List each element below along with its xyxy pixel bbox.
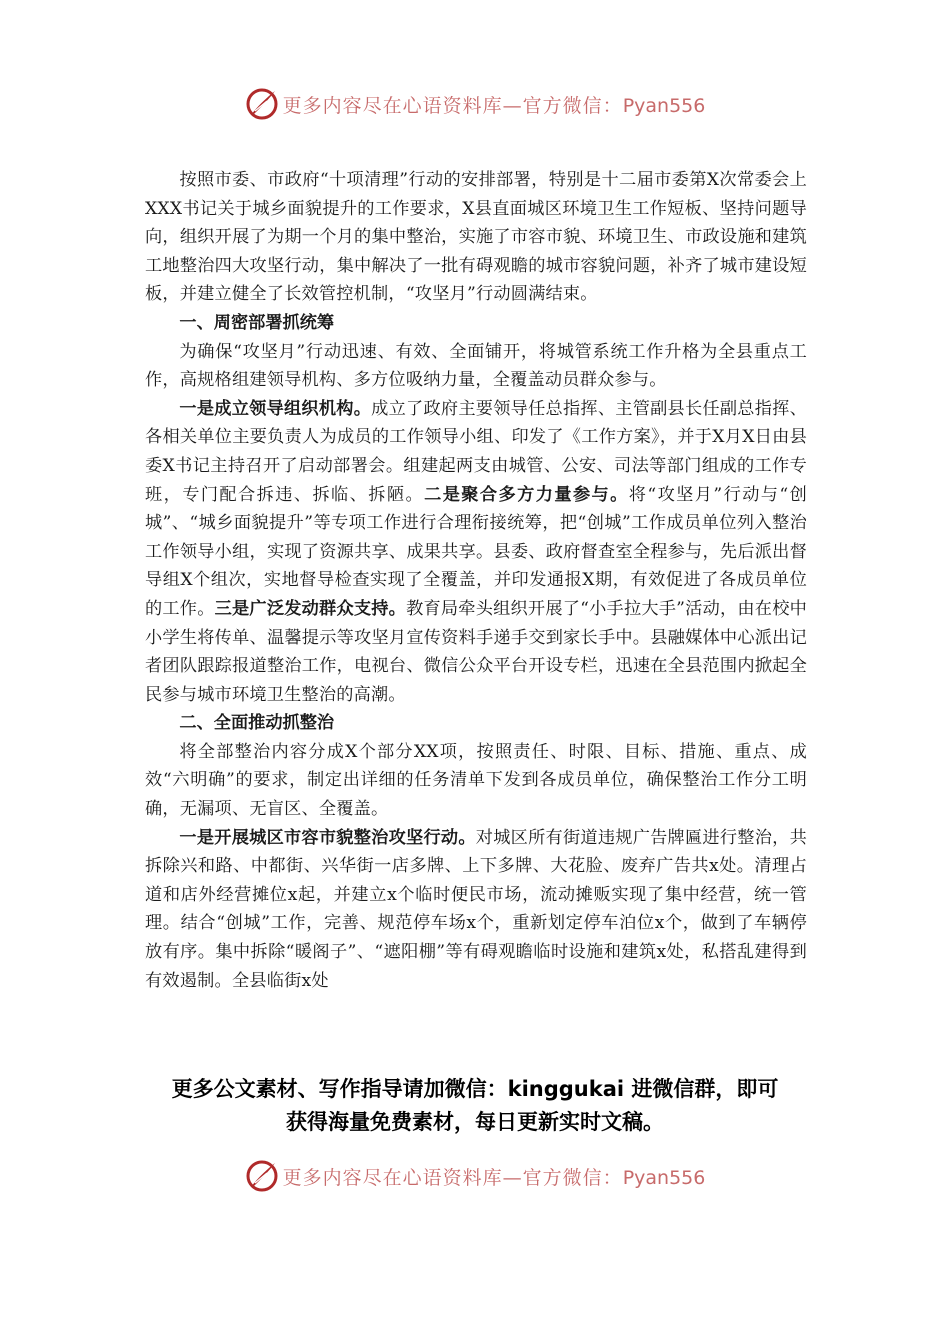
banner-text	[283, 91, 706, 118]
banner-wechat-id: Pyan556	[622, 1166, 706, 1189]
banner-wechat-id: Pyan556	[622, 94, 706, 117]
banner-wechat-label: 官方微信：	[522, 1166, 623, 1189]
banner-library-name: 更多内容尽在心语资料库	[282, 1166, 503, 1189]
section1-text-2: 将“攻坚月”行动与“创城”、“城乡面貌提升”等专项工作进行合理衔接统筹，把“创城”工作成员单位列入整治工作领导小组，实现了资源共享、成果共享。县委、政府督查室全程参与，先后派出督导组X个组次，实地督导检查实现了全覆盖，并印发通报X期，有效促进了各成员单位的工作。	[145, 484, 808, 619]
section-heading-1: 一、周密部署抓统筹	[179, 312, 335, 333]
section1-text-1: 成立了政府主要领导任总指挥、主管副县长任副总指挥、各相关单位主要负责人为成员的工作领导小组、印发了《工作方案》，并于X月X日由县委X书记主持召开了启动部署会。组建起两支由城管、公安、司法等部门组成的工作专班，专门配合拆违、拆临、拆陋。	[145, 398, 807, 505]
header-banner	[0, 84, 950, 124]
section1-text-3: 教育局牵头组织开展了“小手拉大手”活动，由在校中小学生将传单、温馨提示等攻坚月宣传资料手递手交到家长手中。县融媒体中心派出记者团队跟踪报道整治工作，电视台、微信公众平台开设专栏，迅速在全县范围内掀起全民参与城市环境卫生整治的高潮。	[145, 598, 807, 705]
section1-intro: 为确保“攻坚月”行动迅速、有效、全面铺开，将城管系统工作升格为全县重点工作，高规格组建领导机构、多方位吸纳力量，全覆盖动员群众参与。	[145, 341, 807, 391]
banner-text	[283, 1163, 706, 1190]
section1-paragraph	[145, 395, 807, 710]
promo-line-1: 更多公文素材、写作指导请加微信：kinggukai 进微信群，即可	[171, 1077, 779, 1101]
banner-separator: —	[502, 94, 523, 117]
banner-library-name: 更多内容尽在心语资料库	[282, 94, 503, 117]
section1-lead-3: 三是广泛发动群众支持。	[214, 598, 407, 619]
section2-lead-1: 一是开展城区市容市貌整治攻坚行动。	[179, 827, 476, 848]
banner-separator: —	[502, 1166, 523, 1189]
quill-logo-icon	[245, 1159, 279, 1193]
section-heading-2: 二、全面推动抓整治	[179, 713, 335, 734]
section1-lead-1: 一是成立领导组织机构。	[179, 398, 372, 419]
section2-paragraph	[145, 824, 807, 996]
intro-paragraph: 按照市委、市政府“十项清理”行动的安排部署，特别是十二届市委第X次常委会上XXX书记关于城乡面貌提升的工作要求，X县直面城区环境卫生工作短板、坚持问题导向，组织开展了为期一个月的集中整治，实施了市容市貌、环境卫生、市政设施和建筑工地整治四大攻坚行动，集中解决了一批有碍观瞻的城市容貌问题，补齐了城市建设短板，并建立健全了长效管控机制，“攻坚月”行动圆满结束。	[145, 170, 807, 305]
quill-logo-icon	[245, 87, 279, 121]
document-body	[145, 166, 807, 995]
section1-lead-2: 二是聚合多方力量参与。	[424, 484, 629, 505]
footer-banner	[0, 1156, 950, 1196]
section2-text-1: 对城区所有街道违规广告牌匾进行整治，共拆除兴和路、中都街、兴华街一店多牌、上下多牌、大花脸、废弃广告共x处。清理占道和店外经营摊位x起，并建立x个临时便民市场，流动摊贩实现了集中经营，统一管理。结合“创城”工作，完善、规范停车场x个，重新划定停车泊位x个，做到了车辆停放有序。集中拆除“暖阁子”、“遮阳棚”等有碍观瞻临时设施和建筑x处，私搭乱建得到有效遏制。全县临街x处	[145, 827, 807, 991]
promo-notice	[100, 1073, 850, 1139]
section2-intro: 将全部整治内容分成X个部分XX项，按照责任、时限、目标、措施、重点、成效“六明确”的要求，制定出详细的任务清单下发到各成员单位，确保整治工作分工明确，无漏项、无盲区、全覆盖。	[145, 741, 807, 820]
banner-wechat-label: 官方微信：	[522, 94, 623, 117]
promo-line-2: 获得海量免费素材，每日更新实时文稿。	[286, 1110, 664, 1134]
